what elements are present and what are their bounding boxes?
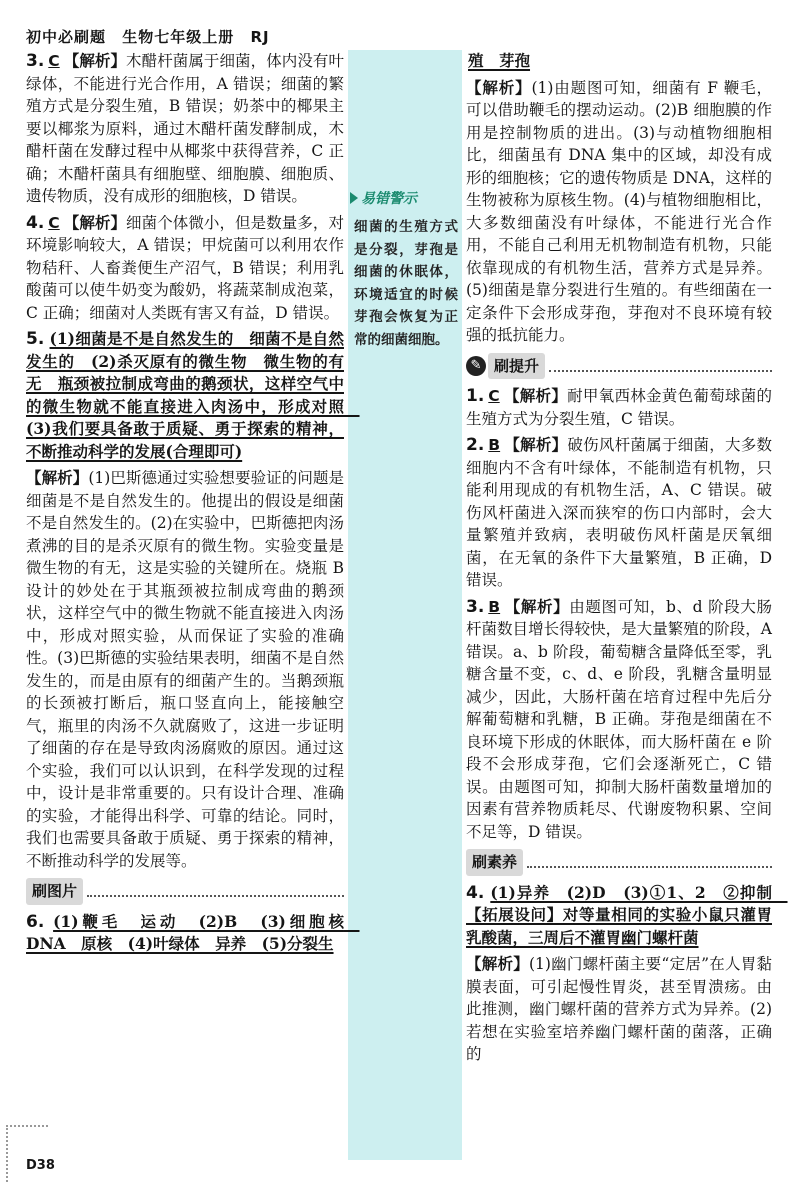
question-4: 4. (1)异养 (2)D (3)①1、2 ②抑制 【拓展设问】对等量相同的实验小鼠只灌胃乳酸菌，三周后不灌胃幽门螺杆菌 <box>466 882 788 947</box>
corner-mark <box>6 1125 48 1182</box>
answer-text: (1)异养 (2)D (3)①1、2 ②抑制 【拓展设问】对等量相同的实验小鼠只灌胃乳酸菌，三周后不灌胃幽门螺杆菌 <box>466 882 788 947</box>
right-column <box>466 50 788 1070</box>
page-header <box>26 26 280 47</box>
question-3: 3. B 【解析】由题图可知，b、d 阶段大肠杆菌数目增长得较快，是大量繁殖的阶段，A 错误。a、b 阶段，葡萄糖含量降低至零，乳糖含量不变，c、d、e 阶段，乳糖含量明显减少，因此，大肠杆菌在培育过程中先后分解葡萄糖和乳糖，B 正确。芽孢是细菌在不良环境下形成的休眠体，而大肠杆菌在 e 阶段不会形成芽孢，它们会逐渐死亡，C 错误。由题图可知，抑制大肠杆菌数量增加的因素有营养物质耗尽、代谢废物积累、空间不足等，D 错误。 <box>466 596 772 841</box>
error-warning-tip <box>350 188 458 351</box>
question-4: 4. C 【解析】细菌个体微小，但是数量多，对环境影响较大，A 错误；甲烷菌可以利用农作物秸秆、人畜粪便生产沼气，B 错误；利用乳酸菌可以使牛奶变为酸奶，将蔬菜制成泡菜，C 正确；细菌对人类既有害又有益，D 错误。 <box>26 212 344 322</box>
edition-label: RJ <box>250 28 270 46</box>
answer-text: (1)细菌是不是自然发生的 细菌不是自然发生的 (2)杀灭原有的微生物 微生物的有无 瓶颈被拉制成弯曲的鹅颈状，这样空气中的微生物就不能直接进入肉汤中，形成对照 (3)我们要具备敢于质疑、勇于探索的精神，不断推动科学的发展(合理即可) <box>26 329 360 461</box>
question-5-explanation: 【解析】(1)巴斯德通过实验想要验证的问题是细菌是不是自然发生的。他提出的假设是细菌不是自然发生的。(2)在实验中，巴斯德把肉汤煮沸的目的是杀灭原有的微生物。实验变量是微生物的有无，这是实验的关键所在。烧瓶 B 设计的妙处在于其瓶颈被拉制成弯曲的鹅颈状，这样空气中的微生物就不能直接进入肉汤中，形成对照实验，从而保证了实验的准确性。(3)巴斯德的实验结果表明，细菌不是自然发生的，而是由原有的细菌产生的。当鹅颈瓶的长颈被打断后，瓶口竖直向上，能接触空气，瓶里的肉汤不久就腐败了，这进一步证明了细菌的存在是导致肉汤腐败的原因。通过这个实验，我们可以认识到，在科学发现的过程中，设计是非常重要的。只有设计合理、准确的实验，才能得出科学、可靠的结论。同时，我们也需要具备敢于质疑、勇于探索的精神，不断推动科学的发展等。 <box>26 469 344 870</box>
answer-letter: B <box>488 436 501 454</box>
series-title: 初中必刷题 <box>26 28 107 46</box>
brush-icon: ✎ <box>466 356 486 376</box>
question-1: 1. C 【解析】耐甲氧西林金黄色葡萄球菌的生殖方式为分裂生殖，C 错误。 <box>466 386 772 428</box>
section-header-literacy: 刷素养 <box>466 849 772 876</box>
answer-text: (1)鞭毛 运动 (2)B (3)细胞核 DNA 原核 (4)叶绿体 异养 (5)分裂生 <box>26 911 360 953</box>
arrow-icon <box>350 192 358 204</box>
answer-letter: C <box>488 387 500 405</box>
question-2: 2. B 【解析】破伤风杆菌属于细菌，大多数细胞内不含有叶绿体，不能制造有机物，只能利用现成的有机物生活，A、C 错误。破伤风杆菌进入深而狭窄的伤口内部时，会大量繁殖并致病，表明破伤风杆菌是厌氧细菌，在无氧的条件下大量繁殖，B 正确，D 错误。 <box>466 435 772 589</box>
question-5: 5. (1)细菌是不是自然发生的 细菌不是自然发生的 (2)杀灭原有的微生物 微生物的有无 瓶颈被拉制成弯曲的鹅颈状，这样空气中的微生物就不能直接进入肉汤中，形成对照 (3)我们要具备敢于质疑、勇于探索的精神，不断推动科学的发展(合理即可) <box>26 329 360 461</box>
question-6-explanation: 【解析】(1)由题图可知，细菌有 F 鞭毛，可以借助鞭毛的摆动运动。(2)B 细胞膜的作用是控制物质的进出。(3)与动植物细胞相比，细菌虽有 DNA 集中的区域，却没有成形的细胞核；它的遗传物质是 DNA，这样的生物被称为原核生物。(4)与植物细胞相比，大多数细菌没有叶绿体，不能进行光合作用，不能自己利用无机物制造有机物，只能依靠现成的有机物生活，营养方式是异养。(5)细菌是靠分裂进行生殖的。有些细菌在一定条件下会形成芽孢，芽孢对不良环境有较强的抵抗能力。 <box>466 78 772 344</box>
answer-letter: C <box>48 213 60 232</box>
question-6: 6. (1)鞭毛 运动 (2)B (3)细胞核 DNA 原核 (4)叶绿体 异养 (5)分裂生 <box>26 911 360 953</box>
question-3: 3. C 【解析】木醋杆菌属于细菌，体内没有叶绿体，不能进行光合作用，A 错误；细菌的繁殖方式是分裂生殖，B 错误；奶茶中的椰果主要以椰浆为原料，通过木醋杆菌发酵制成，木醋杆菌在发酵过程中从椰浆中获得营养，C 正确；木醋杆菌具有细胞壁、细胞膜、细胞质、遗传物质，没有成形的细胞核，D 错误。 <box>26 51 344 205</box>
explanation: 细菌个体微小，但是数量多，对环境影响较大，A 错误；甲烷菌可以利用农作物秸秆、人畜粪便生产沼气，B 错误；利用乳酸菌可以使牛奶变为酸奶，将蔬菜制成泡菜，C 正确；细菌对人类既有害又有益，D 错误。 <box>26 213 344 322</box>
left-column <box>26 50 360 960</box>
page-number: D38 <box>26 1158 55 1173</box>
section-header-figures: 刷图片 <box>26 878 344 905</box>
tip-title: 易错警示 <box>361 191 417 207</box>
question-4-explanation: 【解析】(1)幽门螺杆菌主要“定居”在人胃黏膜表面，可引起慢性胃炎，甚至胃溃疡。由此推测，幽门螺杆菌的营养方式为异养。(2)若想在实验室培养幽门螺杆菌的菌落，正确的 <box>466 955 772 1063</box>
answer-letter: B <box>488 597 501 616</box>
subject-title: 生物七年级上册 <box>122 28 235 46</box>
tip-text: 细菌的生殖方式是分裂，芽孢是细菌的休眠体，环境适宜的时候芽孢会恢复为正常的细菌细胞。 <box>354 219 458 348</box>
section-header-advance: ✎ 刷提升 <box>466 353 772 380</box>
explanation: 木醋杆菌属于细菌，体内没有叶绿体，不能进行光合作用，A 错误；细菌的繁殖方式是分裂生殖，B 错误；奶茶中的椰果主要以椰浆为原料，通过木醋杆菌发酵制成，木醋杆菌在发酵过程中从椰浆中获得营养，C 正确；木醋杆菌具有细胞壁、细胞膜、细胞质、遗传物质，没有成形的细胞核，D 错误。 <box>26 52 344 205</box>
question-6-continued: 殖 芽孢 <box>468 51 531 70</box>
answer-letter: C <box>48 52 60 70</box>
